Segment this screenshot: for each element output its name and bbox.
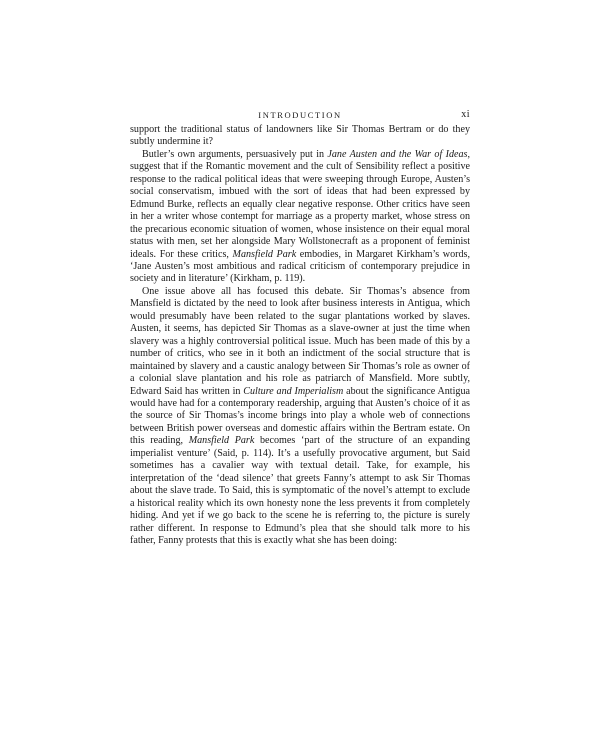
text-run: One issue above all has focused this debate. Sir Thomas’s absence from Mansfield is dictated by the need to look after business interests in Antigua, which would presumably have been related to the sugar plantations worked by slaves. Austen, it seems, has depicted Sir Thomas as a slave-owner at just the time when slavery was a highly controversial political issue. Much has been made of this by a number of critics, who see in it both an indictment of the social structure that is maintained by slavery and a caustic analogy between Sir Thomas’s role as owner of a colonial slave plantation and his role as patriarch of Mansfield. More subtly, Edward Said has written in: [130, 285, 470, 397]
text-run: Butler’s own arguments, persuasively put in: [142, 148, 328, 160]
running-head-title: INTRODUCTION: [258, 110, 342, 120]
italic-title: Mansfield Park: [232, 248, 297, 260]
italic-title: Culture and Imperialism: [243, 385, 344, 397]
text-run: embodies, in Margaret Kirkham’s words, ‘Jane Austen’s most ambitious and radical criticism of contemporary prejudice in society and in literature’ (Kirkham, p. 119).: [130, 248, 471, 285]
text-run: , suggest that if the Romantic movement and the cult of Sensibility reflect a positive response to the radical political ideas that were sweeping through Europe, Austen’s social conservatism, imbued with the sort of ideas that had been expressed by Edmund Burke, reflects an equally clear negative response. Other critics have seen in her a writer whose contempt for marriage as a property market, whose stress on the precarious economic situation of women, whose insistence on their equal moral status with men, set her alongside Mary Wollstonecraft as a proponent of feminist ideals. For these critics,: [130, 148, 470, 260]
text-run: becomes ‘part of the structure of an expanding imperialist venture’ (Said, p. 114). It’s a usefully provocative argument, but Said sometimes has a cavalier way with textual detail. Take, for example, his interpretation of the ‘dead silence’ that greets Fanny’s attempt to ask Sir Thomas about the slave trade. To Said, this is symptomatic of the novel’s attempt to exclude a historical reality which its own honesty none the less prevents it from completely hiding. And yet if we go back to the scene he is referring to, the picture is surely rather different. In response to Edmund’s plea that she should talk more to his father, Fanny protests that this is exactly what she has been doing:: [130, 435, 471, 546]
text-run: about the significance Antigua would have had for a contemporary readership, arguing that Austen’s choice of it as the source of Sir Thomas’s income brings into play a whole web of connections between British power overseas and domestic affairs within the Bertram estate. On this reading,: [130, 385, 470, 447]
body-text: [130, 124, 470, 547]
page-number: xi: [461, 109, 470, 120]
running-head: [130, 108, 470, 124]
italic-title: Mansfield Park: [188, 435, 255, 447]
book-page: [130, 108, 470, 547]
text-run: support the traditional status of landowners like Sir Thomas Bertram or do they subtly undermine it?: [130, 124, 470, 148]
paragraph: [130, 286, 470, 548]
italic-title: Jane Austen and the War of Ideas: [327, 148, 468, 160]
paragraph: [130, 124, 470, 149]
paragraph: [130, 149, 470, 286]
